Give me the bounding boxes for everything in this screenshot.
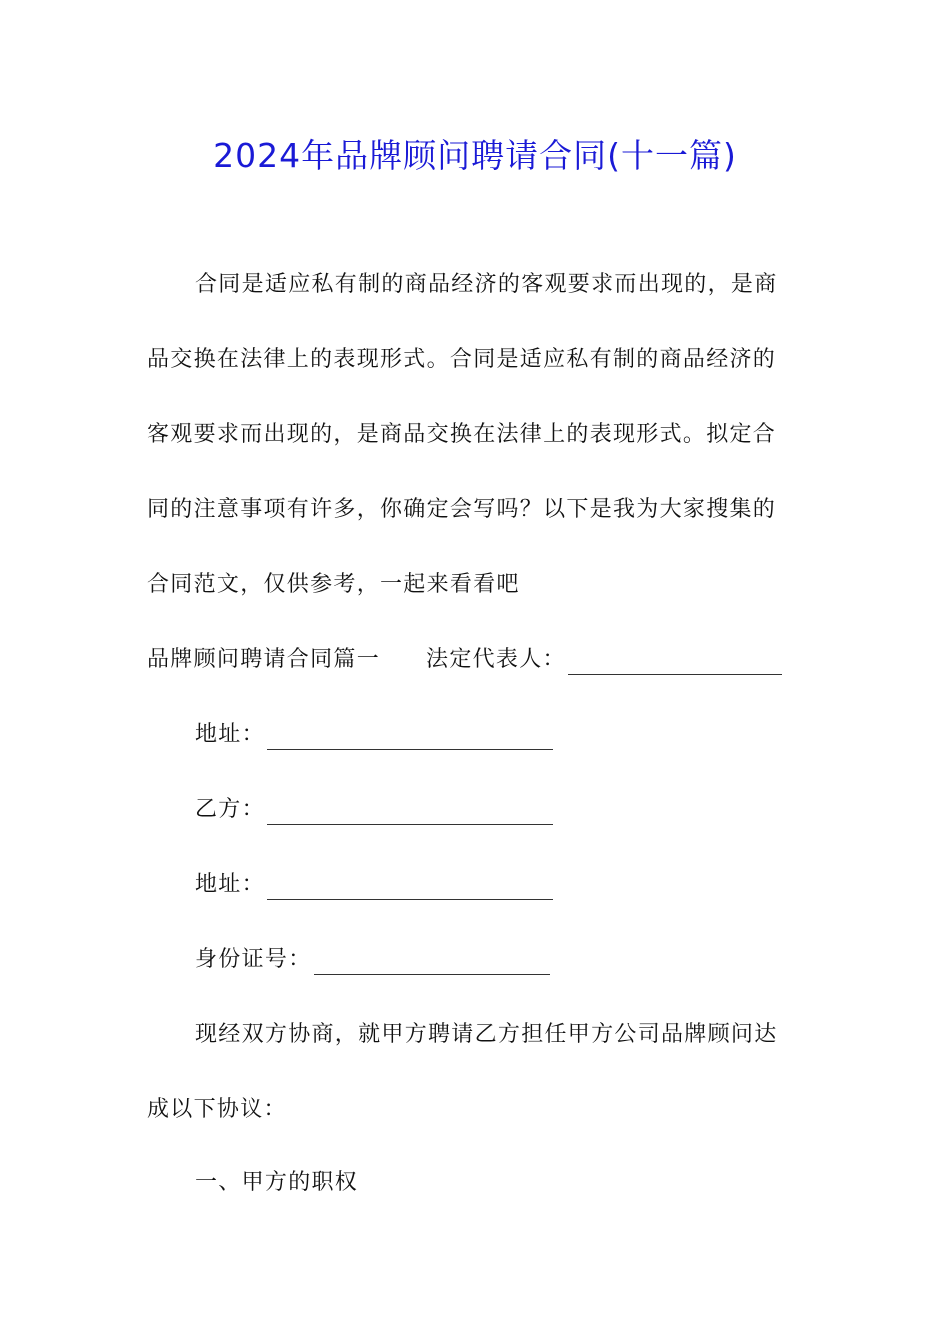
intro-line-5: 合同范文，仅供参考，一起来看看吧 xyxy=(147,572,520,597)
party-b-label: 乙方： xyxy=(195,797,265,822)
id-number-row xyxy=(195,945,855,975)
intro-line-2: 品交换在法律上的表现形式。合同是适应私有制的商品经济的 xyxy=(147,347,777,372)
clause1-heading: 一、甲方的职权 xyxy=(195,1170,359,1195)
party-b-row xyxy=(195,795,855,825)
legal-rep-label: 法定代表人： xyxy=(426,647,566,672)
intro-line-1: 合同是适应私有制的商品经济的客观要求而出现的，是商 xyxy=(195,272,778,297)
id-label: 身份证号： xyxy=(195,947,312,972)
section-title: 品牌顾问聘请合同篇一 xyxy=(147,647,381,672)
address1-blank xyxy=(267,727,553,750)
address2-label: 地址： xyxy=(195,872,265,897)
party-b-blank xyxy=(267,802,553,825)
address1-label: 地址： xyxy=(195,722,265,747)
legal-rep-blank xyxy=(568,652,782,675)
address2-row xyxy=(195,870,855,900)
agreement-line-2: 成以下协议： xyxy=(147,1097,287,1122)
address2-blank xyxy=(267,877,553,900)
id-blank xyxy=(314,952,550,975)
address1-row xyxy=(195,720,855,750)
section-heading-row xyxy=(147,645,807,675)
agreement-line-1: 现经双方协商，就甲方聘请乙方担任甲方公司品牌顾问达 xyxy=(195,1022,778,1047)
intro-line-4: 同的注意事项有许多，你确定会写吗？以下是我为大家搜集的 xyxy=(147,497,777,522)
intro-line-3: 客观要求而出现的，是商品交换在法律上的表现形式。拟定合 xyxy=(147,422,777,447)
document-title: 2024年品牌顾问聘请合同(十一篇) xyxy=(213,136,737,175)
